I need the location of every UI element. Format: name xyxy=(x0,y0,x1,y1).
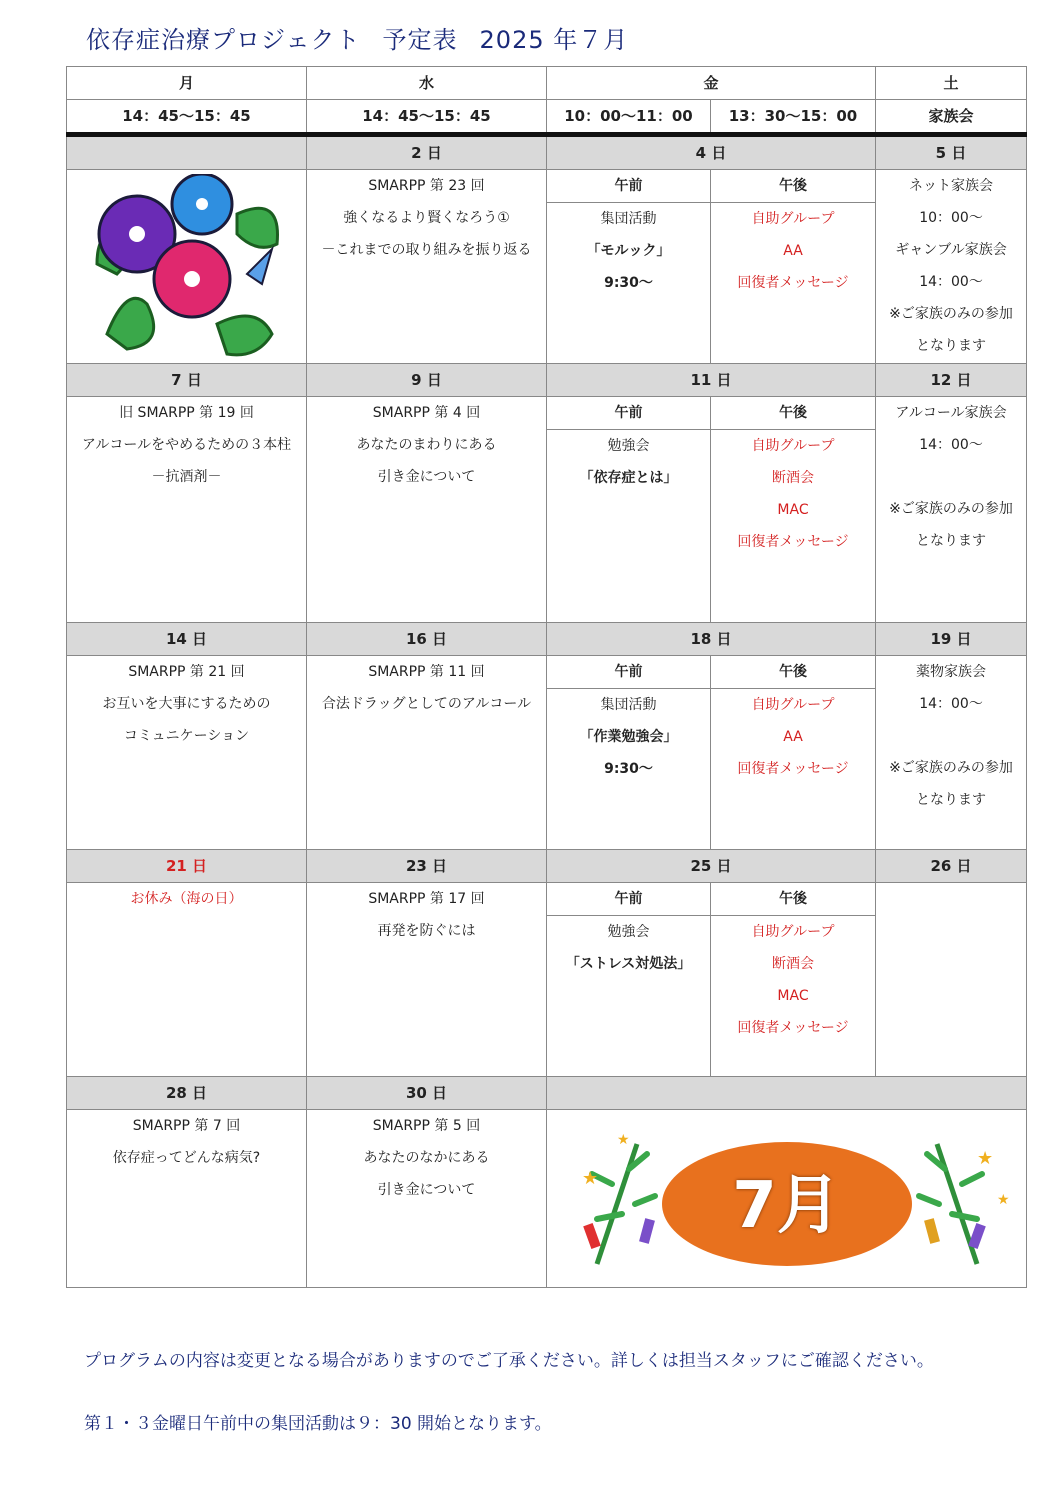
fri-am-cell xyxy=(547,170,711,364)
mon-line: コミュニケーション xyxy=(123,728,250,744)
schedule-table xyxy=(66,66,1027,1288)
date-cell xyxy=(547,1077,1027,1110)
mon-cell xyxy=(67,656,307,850)
weekday-header-row xyxy=(67,67,1027,100)
date-row xyxy=(67,135,1027,170)
fri-pm-line: 自助グループ xyxy=(751,438,835,454)
morning-glory-illustration xyxy=(67,170,307,364)
mon-cell xyxy=(67,397,307,623)
wed-line: 引き金について xyxy=(377,469,476,485)
sat-cell xyxy=(876,170,1027,364)
time-fri-am: 10：00〜11：00 xyxy=(547,100,711,135)
time-wed: 14：45〜15：45 xyxy=(307,100,547,135)
am-label: 午前 xyxy=(547,656,710,689)
holiday-note: お休み（海の日） xyxy=(130,891,243,907)
date-cell: 16 日 xyxy=(307,623,547,656)
date-cell: 11 日 xyxy=(547,364,876,397)
fri-pm-line: AA xyxy=(783,243,803,259)
title-sub: 予定表 xyxy=(382,26,458,54)
fri-am-line: 集団活動 xyxy=(600,697,657,713)
fri-pm-line: AA xyxy=(783,729,803,745)
fri-am-line: 「モルック」 xyxy=(586,243,671,259)
fri-pm-line: 自助グループ xyxy=(751,211,835,227)
fri-pm-line: MAC xyxy=(777,988,809,1004)
date-row xyxy=(67,623,1027,656)
week-row xyxy=(67,397,1027,623)
mon-line: 依存症ってどんな病気? xyxy=(112,1150,261,1166)
sat-line: 10：00〜 xyxy=(919,210,983,226)
week-row xyxy=(67,170,1027,364)
fri-pm-line: 断酒会 xyxy=(772,470,814,486)
wed-line: SMARPP 第 17 回 xyxy=(368,891,485,907)
morning-glory-icon xyxy=(87,174,287,360)
mon-cell xyxy=(67,883,307,1077)
wed-line: －これまでの取り組みを振り返る xyxy=(321,242,532,258)
weekday-wed: 水 xyxy=(307,67,547,100)
sat-line xyxy=(876,720,1026,752)
footer-note-1: プログラムの内容は変更となる場合がありますのでご了承ください。詳しくは担当スタッフにご確認ください。 xyxy=(84,1351,934,1371)
pm-label: 午後 xyxy=(711,656,875,689)
date-row xyxy=(67,364,1027,397)
date-cell: 7 日 xyxy=(67,364,307,397)
sat-line: ※ご家族のみの参加 xyxy=(889,501,1013,517)
wed-cell xyxy=(307,656,547,850)
date-row xyxy=(67,1077,1027,1110)
fri-pm-line: 自助グループ xyxy=(751,924,835,940)
date-cell: 25 日 xyxy=(547,850,876,883)
sat-line: ※ご家族のみの参加 xyxy=(889,306,1013,322)
date-cell xyxy=(67,135,307,170)
wed-cell xyxy=(307,170,547,364)
wed-cell xyxy=(307,1110,547,1288)
fri-pm-line: 回復者メッセージ xyxy=(737,761,849,777)
fri-pm-cell xyxy=(711,883,876,1077)
mon-line: SMARPP 第 7 回 xyxy=(132,1118,241,1134)
wed-line: あなたのなかにある xyxy=(363,1150,490,1166)
fri-am-line: 9:30〜 xyxy=(604,275,653,291)
svg-text:★: ★ xyxy=(996,1191,1010,1208)
date-cell: 19 日 xyxy=(876,623,1027,656)
mon-line: 旧 SMARPP 第 19 回 xyxy=(119,405,254,421)
date-cell: 9 日 xyxy=(307,364,547,397)
date-cell-holiday: 21 日 xyxy=(67,850,307,883)
am-label: 午前 xyxy=(547,397,710,430)
sat-line: ネット家族会 xyxy=(909,178,994,194)
fri-am-line: 9:30〜 xyxy=(604,761,653,777)
wed-line: SMARPP 第 5 回 xyxy=(372,1118,481,1134)
wed-line: あなたのまわりにある xyxy=(356,437,497,453)
wed-line: 合法ドラッグとしてのアルコール xyxy=(321,696,532,712)
fri-am-line: 集団活動 xyxy=(600,211,657,227)
date-cell: 30 日 xyxy=(307,1077,547,1110)
wed-line: 引き金について xyxy=(377,1182,476,1198)
weekday-sat: 土 xyxy=(876,67,1027,100)
wed-cell xyxy=(307,883,547,1077)
mon-line: －抗酒剤－ xyxy=(151,469,222,485)
weekday-fri: 金 xyxy=(547,67,876,100)
date-cell: 2 日 xyxy=(307,135,547,170)
time-header-row xyxy=(67,100,1027,135)
fri-pm-line: MAC xyxy=(777,502,809,518)
title-main: 依存症治療プロジェクト xyxy=(86,26,361,54)
svg-text:★: ★ xyxy=(616,1131,630,1148)
mon-line: アルコールをやめるための３本柱 xyxy=(81,437,292,453)
wed-line: SMARPP 第 4 回 xyxy=(372,405,481,421)
fri-am-line: 「作業勉強会」 xyxy=(579,729,678,745)
week-row xyxy=(67,656,1027,850)
sat-line: ギャンブル家族会 xyxy=(895,242,1007,258)
page-title xyxy=(86,20,650,55)
sat-cell xyxy=(876,656,1027,850)
sat-cell xyxy=(876,883,1027,1077)
sat-line: 薬物家族会 xyxy=(916,664,987,680)
footer-note-2: 第１・３金曜日午前中の集団活動は９：30 開始となります。 xyxy=(84,1414,552,1434)
july-banner-cell xyxy=(547,1110,1027,1288)
date-cell: 14 日 xyxy=(67,623,307,656)
sat-line: 14：00〜 xyxy=(919,274,983,290)
mon-line: お互いを大事にするための xyxy=(102,696,271,712)
pm-label: 午後 xyxy=(711,170,875,203)
sat-line: 14：00〜 xyxy=(919,696,983,712)
date-cell: 26 日 xyxy=(876,850,1027,883)
fri-pm-cell xyxy=(711,656,876,850)
time-sat: 家族会 xyxy=(876,100,1027,135)
fri-pm-line: 自助グループ xyxy=(751,697,835,713)
sat-line: となります xyxy=(916,533,987,549)
mon-cell xyxy=(67,1110,307,1288)
time-mon: 14：45〜15：45 xyxy=(67,100,307,135)
pm-label: 午後 xyxy=(711,397,875,430)
fri-pm-cell xyxy=(711,170,876,364)
fri-am-line: 勉強会 xyxy=(607,438,650,454)
sat-line: 14：00〜 xyxy=(919,437,983,453)
fri-pm-line: 回復者メッセージ xyxy=(737,534,849,550)
fri-pm-line: 回復者メッセージ xyxy=(737,275,849,291)
july-banner-text: 7月 xyxy=(732,1168,841,1243)
fri-pm-cell xyxy=(711,397,876,623)
sat-line xyxy=(876,461,1026,493)
weekday-mon: 月 xyxy=(67,67,307,100)
date-cell: 28 日 xyxy=(67,1077,307,1110)
fri-pm-line: 断酒会 xyxy=(772,956,814,972)
fri-am-cell xyxy=(547,883,711,1077)
fri-am-line: 「依存症とは」 xyxy=(579,470,678,486)
title-month: 2025 年７月 xyxy=(479,26,629,54)
wed-line: SMARPP 第 11 回 xyxy=(368,664,485,680)
date-row xyxy=(67,850,1027,883)
fri-am-cell xyxy=(547,397,711,623)
wed-line: 再発を防ぐには xyxy=(377,923,476,939)
week-row xyxy=(67,1110,1027,1288)
date-cell: 12 日 xyxy=(876,364,1027,397)
sat-line: アルコール家族会 xyxy=(895,405,1007,421)
am-label: 午前 xyxy=(547,883,710,916)
sat-line: となります xyxy=(916,792,987,808)
fri-am-line: 勉強会 xyxy=(607,924,650,940)
wed-line: SMARPP 第 23 回 xyxy=(368,178,485,194)
fri-am-line: 「ストレス対処法」 xyxy=(565,956,692,972)
fri-am-cell xyxy=(547,656,711,850)
svg-text:★: ★ xyxy=(581,1167,598,1189)
wed-cell xyxy=(307,397,547,623)
date-cell: 18 日 xyxy=(547,623,876,656)
svg-text:★: ★ xyxy=(976,1147,993,1169)
am-label: 午前 xyxy=(547,170,710,203)
date-cell: 23 日 xyxy=(307,850,547,883)
week-row xyxy=(67,883,1027,1077)
date-cell: 5 日 xyxy=(876,135,1027,170)
date-cell: 4 日 xyxy=(547,135,876,170)
sat-cell xyxy=(876,397,1027,623)
time-fri-pm: 13：30〜15：00 xyxy=(711,100,876,135)
mon-line: SMARPP 第 21 回 xyxy=(128,664,245,680)
fri-pm-line: 回復者メッセージ xyxy=(737,1020,849,1036)
sat-line: となります xyxy=(916,338,987,354)
wed-line: 強くなるより賢くなろう① xyxy=(343,210,510,226)
sat-line: ※ご家族のみの参加 xyxy=(889,760,1013,776)
pm-label: 午後 xyxy=(711,883,875,916)
